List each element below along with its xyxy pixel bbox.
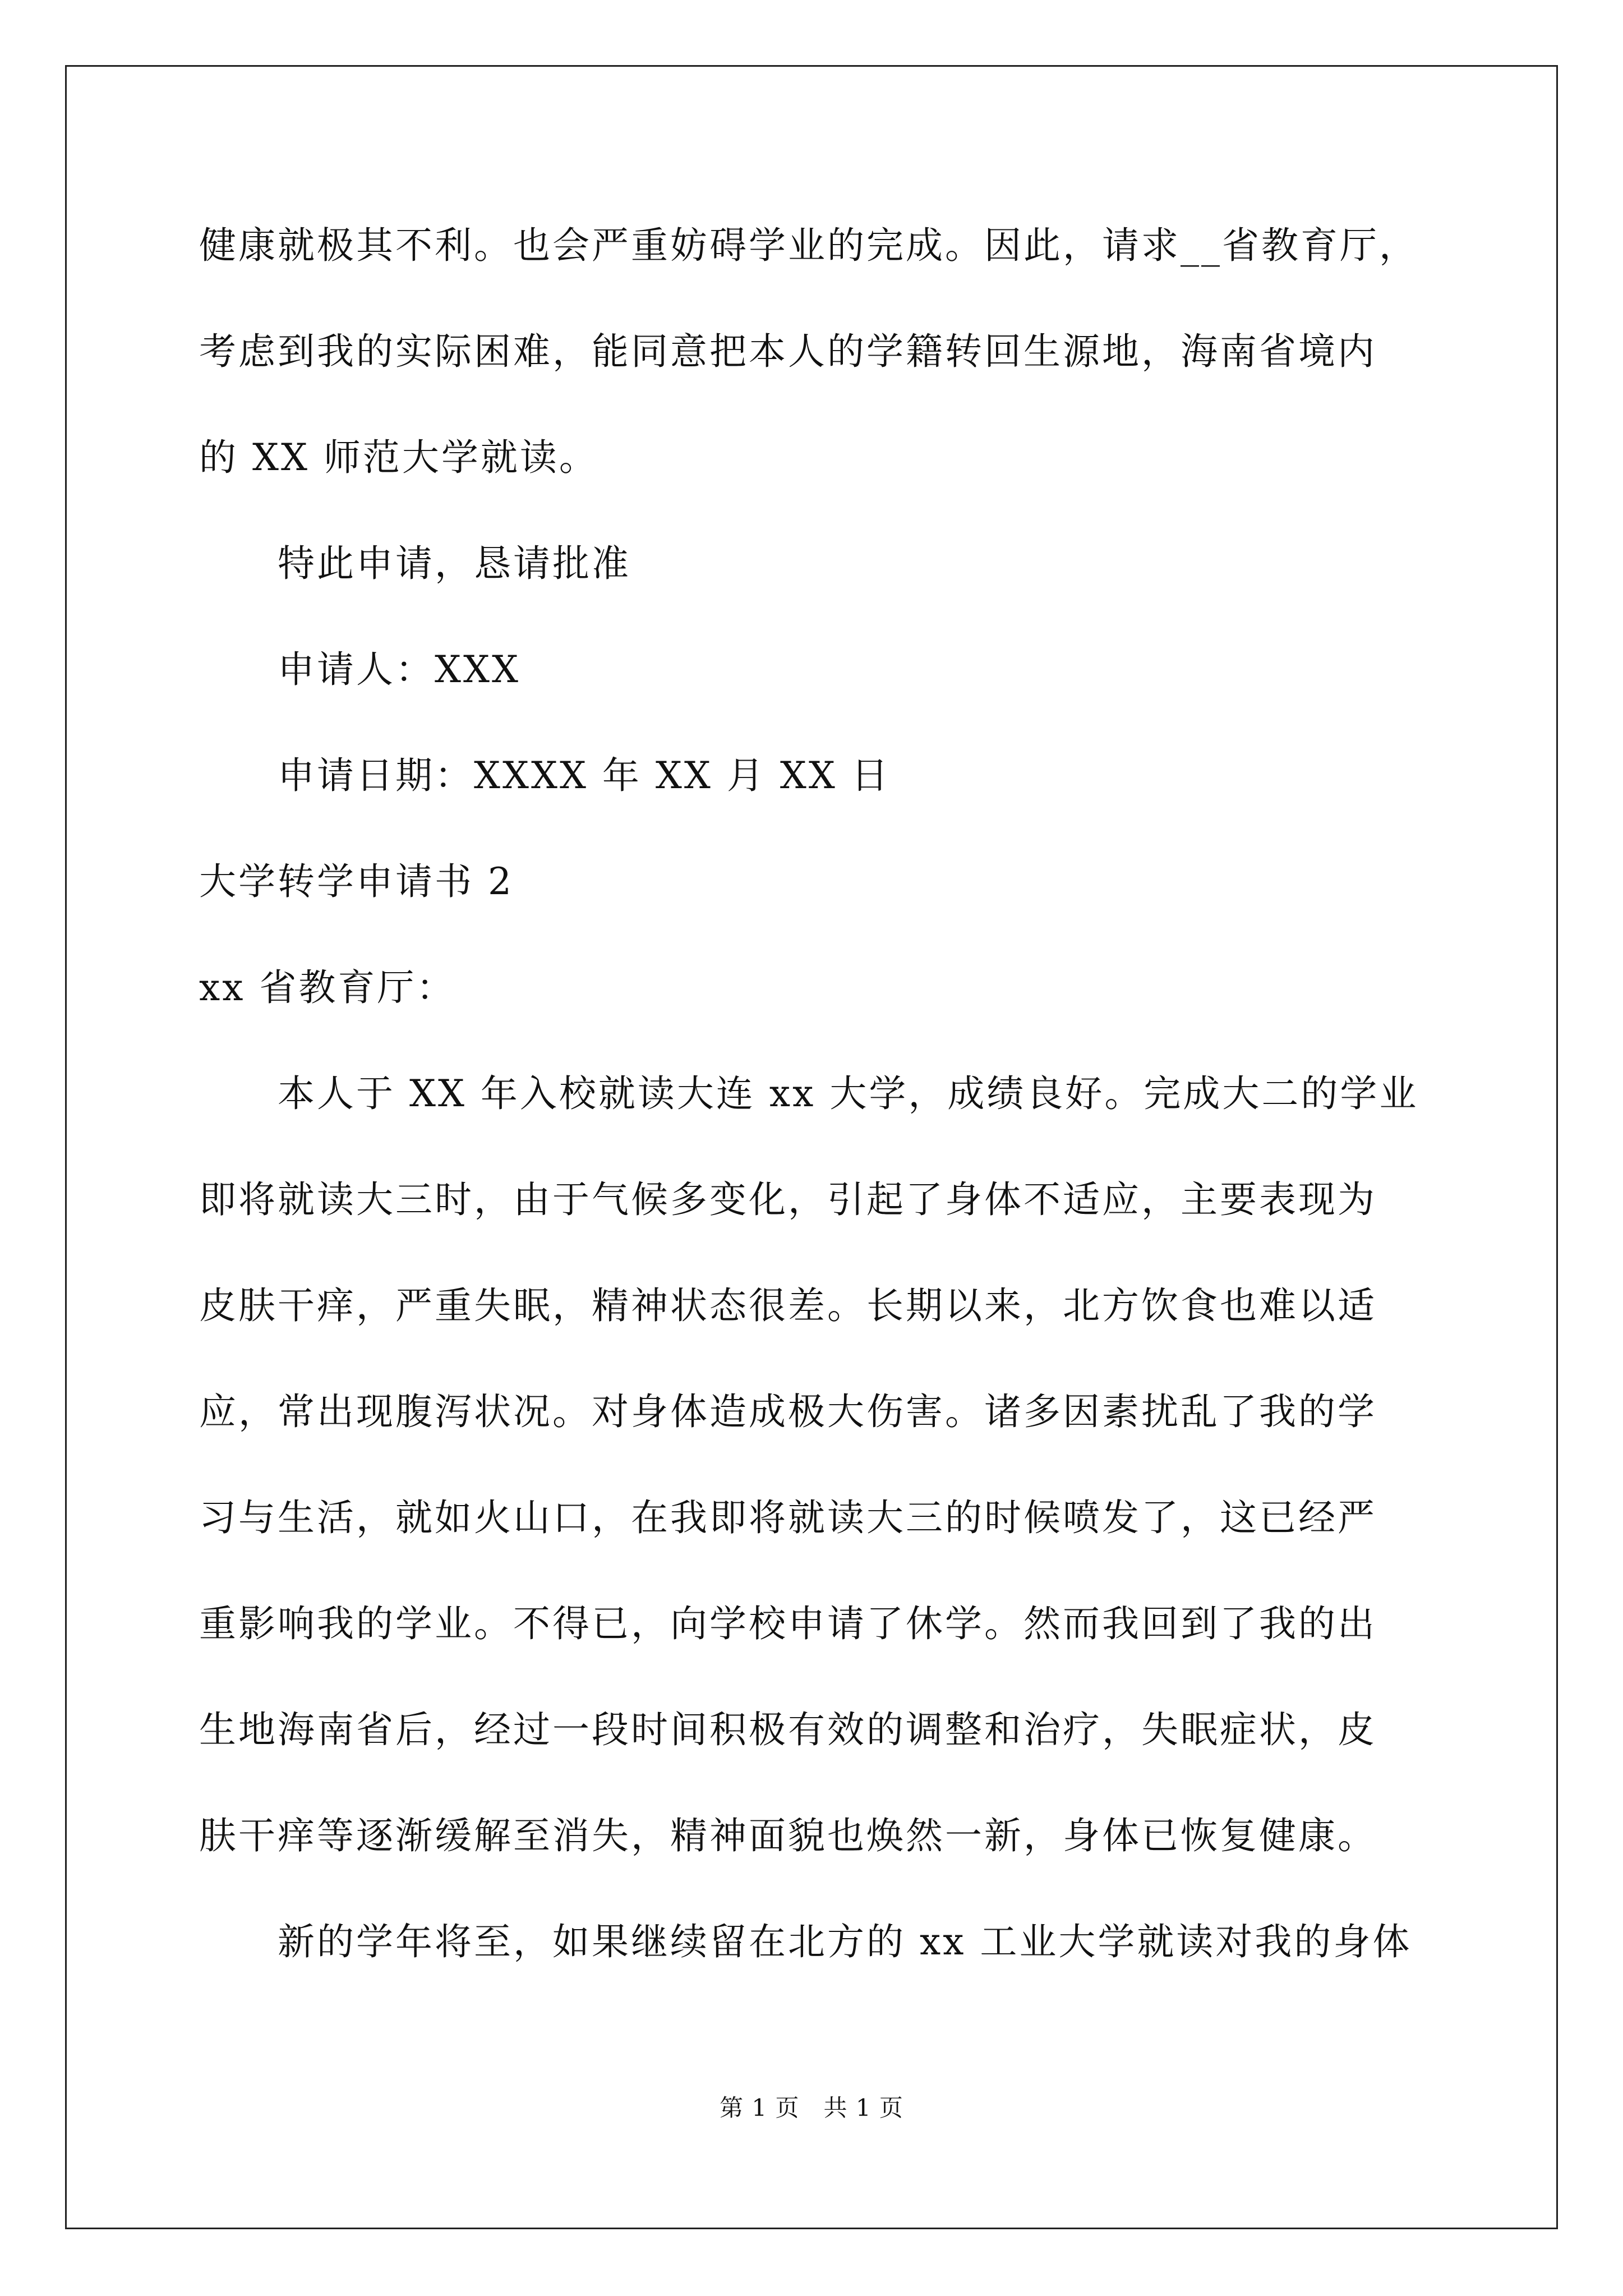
- closing-phrase: 特此申请，恳请批准: [278, 542, 631, 585]
- body-line: 即将就读大三时，由于气候多变化，引起了身体不适应，主要表现为: [199, 1178, 1377, 1221]
- body-line: 生地海南省后，经过一段时间积极有效的调整和治疗，失眠症状，皮: [199, 1708, 1377, 1751]
- recipient-line: xx 省教育厅：: [199, 966, 456, 1009]
- body-line: 考虑到我的实际困难，能同意把本人的学籍转回生源地，海南省境内: [199, 330, 1377, 373]
- body-line: 健康就极其不利。也会严重妨碍学业的完成。因此，请求__省教育厅，: [199, 224, 1418, 267]
- body-line: 新的学年将至，如果继续留在北方的 xx 工业大学就读对我的身体: [278, 1920, 1412, 1963]
- applicant-line: 申请人：XXX: [278, 648, 520, 691]
- section-title: 大学转学申请书 2: [199, 860, 514, 903]
- body-line: 本人于 XX 年入校就读大连 xx 大学，成绩良好。完成大二的学业: [278, 1072, 1419, 1115]
- body-line: 的 XX 师范大学就读。: [199, 436, 598, 479]
- body-line: 肤干痒等逐渐缓解至消失，精神面貌也焕然一新，身体已恢复健康。: [199, 1814, 1377, 1857]
- document-body: [199, 212, 1467, 2014]
- body-line: 习与生活，就如火山口，在我即将就读大三的时候喷发了，这已经严: [199, 1496, 1377, 1539]
- page-footer: 第 1 页 共 1 页: [720, 2094, 903, 2122]
- body-line: 皮肤干痒，严重失眠，精神状态很差。长期以来，北方饮食也难以适: [199, 1284, 1377, 1327]
- body-line: 重影响我的学业。不得已，向学校申请了休学。然而我回到了我的出: [199, 1602, 1377, 1645]
- application-date-line: 申请日期：XXXX 年 XX 月 XX 日: [278, 754, 891, 797]
- body-line: 应，常出现腹泻状况。对身体造成极大伤害。诸多因素扰乱了我的学: [199, 1390, 1377, 1433]
